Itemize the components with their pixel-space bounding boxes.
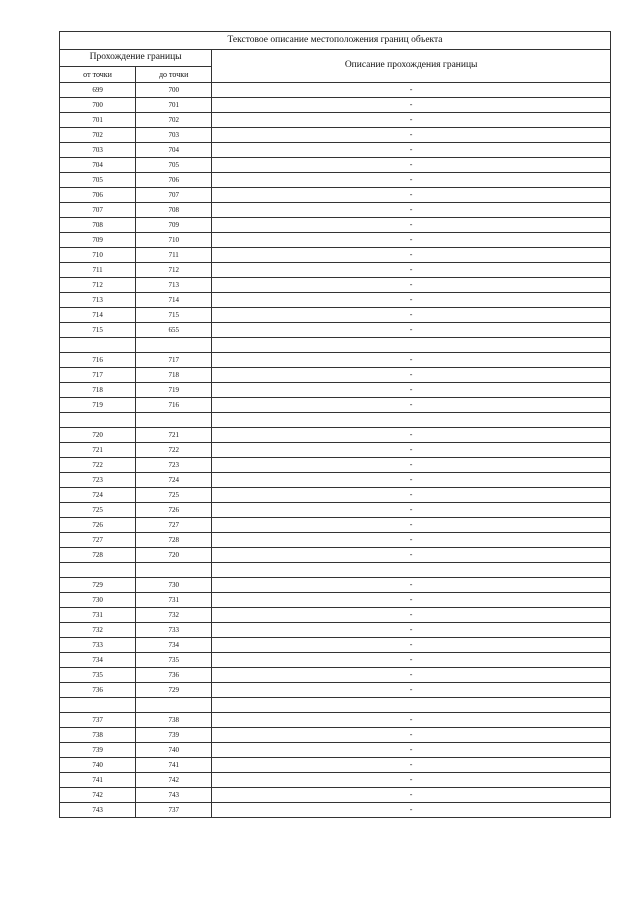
from-point-cell: 705 — [60, 173, 136, 188]
description-cell: - — [212, 653, 611, 668]
description-cell: - — [212, 518, 611, 533]
from-point-cell — [60, 698, 136, 713]
table-row — [60, 338, 611, 353]
description-cell: - — [212, 593, 611, 608]
table-row — [60, 203, 611, 218]
group-header-boundary: Прохождение границы — [60, 50, 212, 67]
table-row — [60, 653, 611, 668]
description-cell: - — [212, 788, 611, 803]
description-cell: - — [212, 488, 611, 503]
table-row — [60, 188, 611, 203]
to-point-cell: 728 — [136, 533, 212, 548]
from-point-cell: 711 — [60, 263, 136, 278]
from-point-cell: 735 — [60, 668, 136, 683]
description-cell: - — [212, 263, 611, 278]
to-point-cell: 735 — [136, 653, 212, 668]
description-cell: - — [212, 398, 611, 413]
from-point-cell: 729 — [60, 578, 136, 593]
to-point-cell: 732 — [136, 608, 212, 623]
table-row — [60, 248, 611, 263]
from-point-cell: 719 — [60, 398, 136, 413]
from-point-cell: 731 — [60, 608, 136, 623]
from-point-cell: 718 — [60, 383, 136, 398]
to-point-cell: 740 — [136, 743, 212, 758]
to-point-cell: 710 — [136, 233, 212, 248]
to-point-cell: 705 — [136, 158, 212, 173]
table-row — [60, 518, 611, 533]
from-point-cell: 726 — [60, 518, 136, 533]
from-point-cell: 741 — [60, 773, 136, 788]
from-point-cell: 736 — [60, 683, 136, 698]
table-row — [60, 608, 611, 623]
to-point-cell — [136, 563, 212, 578]
from-point-cell: 703 — [60, 143, 136, 158]
description-cell: - — [212, 113, 611, 128]
description-cell: - — [212, 98, 611, 113]
column-header-to: до точки — [136, 67, 212, 83]
description-cell: - — [212, 293, 611, 308]
table-row — [60, 788, 611, 803]
description-cell: - — [212, 248, 611, 263]
description-cell: - — [212, 473, 611, 488]
to-point-cell: 726 — [136, 503, 212, 518]
description-cell: - — [212, 233, 611, 248]
table-row — [60, 293, 611, 308]
description-cell: - — [212, 308, 611, 323]
table-row — [60, 638, 611, 653]
to-point-cell — [136, 413, 212, 428]
to-point-cell: 715 — [136, 308, 212, 323]
from-point-cell: 738 — [60, 728, 136, 743]
description-cell: - — [212, 203, 611, 218]
table-row — [60, 158, 611, 173]
from-point-cell — [60, 563, 136, 578]
description-cell: - — [212, 533, 611, 548]
table-row — [60, 758, 611, 773]
to-point-cell: 720 — [136, 548, 212, 563]
description-cell: - — [212, 638, 611, 653]
description-cell: - — [212, 773, 611, 788]
from-point-cell: 707 — [60, 203, 136, 218]
table-row — [60, 698, 611, 713]
table-row — [60, 233, 611, 248]
column-header-from: от точки — [60, 67, 136, 83]
from-point-cell: 706 — [60, 188, 136, 203]
to-point-cell: 739 — [136, 728, 212, 743]
description-cell: - — [212, 668, 611, 683]
from-point-cell: 700 — [60, 98, 136, 113]
table-title: Текстовое описание местоположения границ объекта — [60, 32, 611, 50]
table-row — [60, 578, 611, 593]
from-point-cell: 713 — [60, 293, 136, 308]
to-point-cell: 722 — [136, 443, 212, 458]
description-cell: - — [212, 803, 611, 818]
description-cell: - — [212, 83, 611, 98]
from-point-cell: 710 — [60, 248, 136, 263]
description-cell — [212, 563, 611, 578]
from-point-cell: 712 — [60, 278, 136, 293]
to-point-cell: 704 — [136, 143, 212, 158]
description-cell: - — [212, 143, 611, 158]
table-row — [60, 143, 611, 158]
description-cell: - — [212, 458, 611, 473]
table-row — [60, 773, 611, 788]
to-point-cell: 719 — [136, 383, 212, 398]
to-point-cell: 741 — [136, 758, 212, 773]
to-point-cell: 717 — [136, 353, 212, 368]
table-row — [60, 83, 611, 98]
table-row — [60, 563, 611, 578]
table-row — [60, 443, 611, 458]
to-point-cell: 714 — [136, 293, 212, 308]
from-point-cell: 743 — [60, 803, 136, 818]
from-point-cell: 732 — [60, 623, 136, 638]
from-point-cell — [60, 338, 136, 353]
description-cell: - — [212, 323, 611, 338]
to-point-cell: 742 — [136, 773, 212, 788]
table-row — [60, 548, 611, 563]
to-point-cell: 737 — [136, 803, 212, 818]
table-row — [60, 368, 611, 383]
table-row — [60, 488, 611, 503]
boundary-description-sheet — [59, 31, 611, 818]
from-point-cell: 702 — [60, 128, 136, 143]
table-row — [60, 683, 611, 698]
from-point-cell: 720 — [60, 428, 136, 443]
table-row — [60, 668, 611, 683]
from-point-cell: 724 — [60, 488, 136, 503]
table-row — [60, 743, 611, 758]
description-cell: - — [212, 548, 611, 563]
to-point-cell: 736 — [136, 668, 212, 683]
table-row — [60, 263, 611, 278]
from-point-cell: 717 — [60, 368, 136, 383]
description-cell: - — [212, 368, 611, 383]
description-cell: - — [212, 128, 611, 143]
to-point-cell: 724 — [136, 473, 212, 488]
from-point-cell: 730 — [60, 593, 136, 608]
to-point-cell — [136, 338, 212, 353]
to-point-cell: 708 — [136, 203, 212, 218]
boundary-table — [59, 31, 611, 818]
from-point-cell: 715 — [60, 323, 136, 338]
table-row — [60, 173, 611, 188]
to-point-cell: 725 — [136, 488, 212, 503]
from-point-cell: 733 — [60, 638, 136, 653]
from-point-cell: 737 — [60, 713, 136, 728]
from-point-cell: 725 — [60, 503, 136, 518]
from-point-cell: 722 — [60, 458, 136, 473]
from-point-cell: 742 — [60, 788, 136, 803]
description-cell: - — [212, 608, 611, 623]
table-row — [60, 473, 611, 488]
to-point-cell: 711 — [136, 248, 212, 263]
to-point-cell: 702 — [136, 113, 212, 128]
table-row — [60, 323, 611, 338]
description-cell: - — [212, 188, 611, 203]
from-point-cell: 723 — [60, 473, 136, 488]
from-point-cell: 699 — [60, 83, 136, 98]
from-point-cell: 714 — [60, 308, 136, 323]
from-point-cell: 704 — [60, 158, 136, 173]
description-cell — [212, 413, 611, 428]
table-row — [60, 713, 611, 728]
description-cell: - — [212, 728, 611, 743]
description-cell — [212, 698, 611, 713]
table-row — [60, 593, 611, 608]
description-cell: - — [212, 623, 611, 638]
table-row — [60, 308, 611, 323]
from-point-cell — [60, 413, 136, 428]
description-cell — [212, 338, 611, 353]
to-point-cell: 706 — [136, 173, 212, 188]
to-point-cell: 733 — [136, 623, 212, 638]
table-row — [60, 503, 611, 518]
description-cell: - — [212, 503, 611, 518]
description-cell: - — [212, 683, 611, 698]
to-point-cell: 712 — [136, 263, 212, 278]
to-point-cell: 743 — [136, 788, 212, 803]
description-cell: - — [212, 443, 611, 458]
description-cell: - — [212, 158, 611, 173]
table-row — [60, 383, 611, 398]
table-row — [60, 398, 611, 413]
table-row — [60, 428, 611, 443]
from-point-cell: 701 — [60, 113, 136, 128]
column-header-description: Описание прохождения границы — [212, 50, 611, 83]
to-point-cell: 707 — [136, 188, 212, 203]
description-cell: - — [212, 278, 611, 293]
to-point-cell: 723 — [136, 458, 212, 473]
to-point-cell: 730 — [136, 578, 212, 593]
description-cell: - — [212, 218, 611, 233]
table-row — [60, 128, 611, 143]
to-point-cell: 721 — [136, 428, 212, 443]
to-point-cell: 716 — [136, 398, 212, 413]
to-point-cell: 731 — [136, 593, 212, 608]
description-cell: - — [212, 578, 611, 593]
from-point-cell: 739 — [60, 743, 136, 758]
description-cell: - — [212, 383, 611, 398]
to-point-cell: 727 — [136, 518, 212, 533]
description-cell: - — [212, 353, 611, 368]
description-cell: - — [212, 173, 611, 188]
table-row — [60, 278, 611, 293]
from-point-cell: 716 — [60, 353, 136, 368]
description-cell: - — [212, 743, 611, 758]
to-point-cell: 729 — [136, 683, 212, 698]
table-row — [60, 533, 611, 548]
to-point-cell: 738 — [136, 713, 212, 728]
table-row — [60, 413, 611, 428]
to-point-cell: 713 — [136, 278, 212, 293]
from-point-cell: 709 — [60, 233, 136, 248]
table-row — [60, 98, 611, 113]
table-row — [60, 623, 611, 638]
to-point-cell: 709 — [136, 218, 212, 233]
to-point-cell: 703 — [136, 128, 212, 143]
from-point-cell: 740 — [60, 758, 136, 773]
table-row — [60, 728, 611, 743]
from-point-cell: 728 — [60, 548, 136, 563]
table-row — [60, 113, 611, 128]
from-point-cell: 734 — [60, 653, 136, 668]
description-cell: - — [212, 428, 611, 443]
to-point-cell: 734 — [136, 638, 212, 653]
table-row — [60, 803, 611, 818]
table-row — [60, 218, 611, 233]
table-body — [60, 83, 611, 818]
to-point-cell: 700 — [136, 83, 212, 98]
table-row — [60, 353, 611, 368]
to-point-cell: 718 — [136, 368, 212, 383]
table-row — [60, 458, 611, 473]
to-point-cell — [136, 698, 212, 713]
from-point-cell: 721 — [60, 443, 136, 458]
description-cell: - — [212, 758, 611, 773]
description-cell: - — [212, 713, 611, 728]
to-point-cell: 701 — [136, 98, 212, 113]
from-point-cell: 727 — [60, 533, 136, 548]
to-point-cell: 655 — [136, 323, 212, 338]
from-point-cell: 708 — [60, 218, 136, 233]
